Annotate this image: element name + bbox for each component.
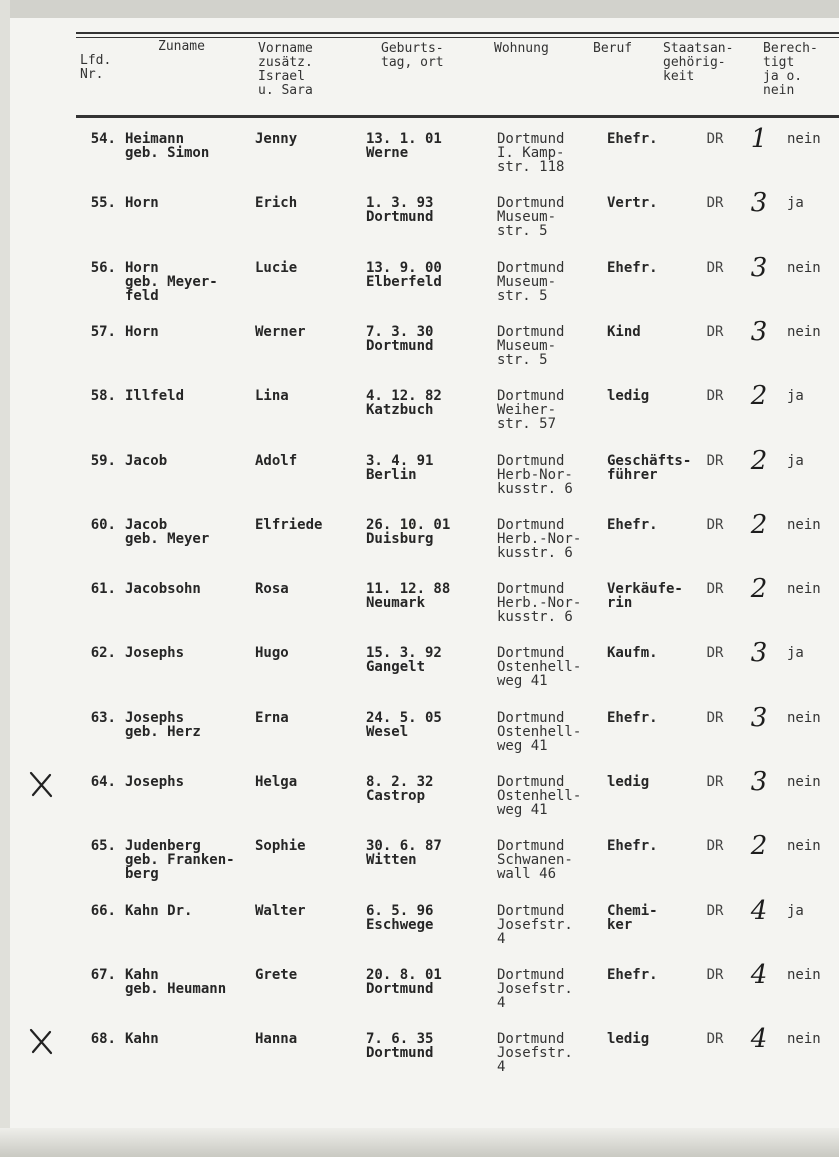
- surname-cell: Jacob geb. Meyer: [125, 517, 210, 547]
- header-beruf: Beruf: [593, 41, 633, 56]
- handwritten-group-number: 3: [750, 317, 768, 347]
- occupation-cell: Vertr.: [607, 195, 658, 211]
- firstname-cell: Jenny: [255, 131, 298, 147]
- birth-date-place-cell: 6. 5. 96 Eschwege: [366, 903, 434, 933]
- row-number: 58.: [90, 388, 116, 404]
- citizenship-cell: DR: [706, 260, 724, 276]
- address-cell: Dortmund Herb.-Nor- kusstr. 6: [497, 517, 582, 561]
- citizenship-cell: DR: [706, 388, 724, 404]
- citizenship-cell: DR: [706, 1031, 724, 1047]
- surname-cell: Horn geb. Meyer- feld: [125, 260, 218, 304]
- surname-cell: Horn: [125, 324, 159, 340]
- birth-date-place-cell: 13. 1. 01 Werne: [366, 131, 442, 161]
- firstname-cell: Walter: [255, 903, 306, 919]
- eligibility-cell: nein: [787, 260, 821, 276]
- eligibility-cell: ja: [787, 453, 804, 469]
- birth-date-place-cell: 8. 2. 32 Castrop: [366, 774, 434, 804]
- row-number: 62.: [90, 645, 116, 661]
- firstname-cell: Elfriede: [255, 517, 323, 533]
- firstname-cell: Rosa: [255, 581, 289, 597]
- eligibility-cell: nein: [787, 517, 821, 533]
- firstname-cell: Grete: [255, 967, 298, 983]
- eligibility-cell: nein: [787, 1031, 821, 1047]
- eligibility-cell: nein: [787, 967, 821, 983]
- address-cell: Dortmund Josefstr. 4: [497, 1031, 573, 1075]
- address-cell: Dortmund Josefstr. 4: [497, 967, 573, 1011]
- surname-cell: Josephs: [125, 645, 185, 661]
- occupation-cell: Ehefr.: [607, 517, 658, 533]
- table-row: [0, 960, 839, 1034]
- birth-date-place-cell: 7. 3. 30 Dortmund: [366, 324, 434, 354]
- handwritten-group-number: 4: [750, 1024, 768, 1054]
- citizenship-cell: DR: [706, 903, 724, 919]
- handwritten-group-number: 2: [750, 831, 768, 861]
- row-number: 68.: [90, 1031, 116, 1047]
- eligibility-cell: ja: [787, 195, 804, 211]
- header-berechtigt: Berech- tigt ja o. nein: [763, 41, 818, 98]
- row-number: 54.: [90, 131, 116, 147]
- address-cell: Dortmund Josefstr. 4: [497, 903, 573, 947]
- occupation-cell: Ehefr.: [607, 967, 658, 983]
- table-row: [0, 124, 839, 198]
- row-number: 55.: [90, 195, 116, 211]
- header-rule-bottom: [76, 115, 839, 118]
- scan-edge-bottom: [0, 1128, 839, 1157]
- citizenship-cell: DR: [706, 131, 724, 147]
- occupation-cell: Ehefr.: [607, 131, 658, 147]
- eligibility-cell: nein: [787, 131, 821, 147]
- citizenship-cell: DR: [706, 453, 724, 469]
- occupation-cell: Chemi- ker: [607, 903, 658, 933]
- handwritten-cross-mark-icon: [26, 769, 56, 799]
- citizenship-cell: DR: [706, 645, 724, 661]
- occupation-cell: Ehefr.: [607, 710, 658, 726]
- birth-date-place-cell: 15. 3. 92 Gangelt: [366, 645, 442, 675]
- handwritten-group-number: 3: [750, 703, 768, 733]
- citizenship-cell: DR: [706, 838, 724, 854]
- address-cell: Dortmund Herb.-Nor- kusstr. 6: [497, 581, 582, 625]
- birth-date-place-cell: 3. 4. 91 Berlin: [366, 453, 434, 483]
- header-zuname: Zuname: [158, 39, 205, 54]
- occupation-cell: Kaufm.: [607, 645, 658, 661]
- handwritten-group-number: 2: [750, 510, 768, 540]
- handwritten-group-number: 3: [750, 188, 768, 218]
- handwritten-group-number: 2: [750, 381, 768, 411]
- citizenship-cell: DR: [706, 774, 724, 790]
- table-row: [0, 767, 839, 841]
- surname-cell: Horn: [125, 195, 159, 211]
- eligibility-cell: nein: [787, 581, 821, 597]
- table-row: [0, 638, 839, 712]
- handwritten-group-number: 4: [750, 896, 768, 926]
- eligibility-cell: nein: [787, 710, 821, 726]
- header-rule-top-thin: [76, 37, 839, 38]
- handwritten-cross-mark-icon: [26, 1026, 56, 1056]
- header-vorname: Vorname zusätz. Israel u. Sara: [258, 41, 313, 98]
- table-row: [0, 1024, 839, 1098]
- citizenship-cell: DR: [706, 581, 724, 597]
- row-number: 56.: [90, 260, 116, 276]
- occupation-cell: ledig: [607, 774, 650, 790]
- occupation-cell: ledig: [607, 1031, 650, 1047]
- citizenship-cell: DR: [706, 195, 724, 211]
- eligibility-cell: ja: [787, 388, 804, 404]
- birth-date-place-cell: 20. 8. 01 Dortmund: [366, 967, 442, 997]
- occupation-cell: Geschäfts- führer: [607, 453, 692, 483]
- eligibility-cell: ja: [787, 645, 804, 661]
- row-number: 63.: [90, 710, 116, 726]
- address-cell: Dortmund Schwanen- wall 46: [497, 838, 573, 882]
- address-cell: Dortmund Herb-Nor- kusstr. 6: [497, 453, 573, 497]
- birth-date-place-cell: 24. 5. 05 Wesel: [366, 710, 442, 740]
- occupation-cell: Kind: [607, 324, 641, 340]
- table-row: [0, 253, 839, 327]
- table-row: [0, 188, 839, 262]
- address-cell: Dortmund I. Kamp- str. 118: [497, 131, 565, 175]
- eligibility-cell: nein: [787, 324, 821, 340]
- scan-edge-top: [0, 0, 839, 18]
- birth-date-place-cell: 4. 12. 82 Katzbuch: [366, 388, 442, 418]
- header-wohnung: Wohnung: [494, 41, 549, 56]
- row-number: 61.: [90, 581, 116, 597]
- row-number: 60.: [90, 517, 116, 533]
- birth-date-place-cell: 26. 10. 01 Duisburg: [366, 517, 451, 547]
- firstname-cell: Hugo: [255, 645, 289, 661]
- table-row: [0, 574, 839, 648]
- row-number: 66.: [90, 903, 116, 919]
- birth-date-place-cell: 7. 6. 35 Dortmund: [366, 1031, 434, 1061]
- firstname-cell: Hanna: [255, 1031, 298, 1047]
- surname-cell: Jacobsohn: [125, 581, 201, 597]
- header-lfd-nr: Lfd. Nr.: [80, 53, 112, 82]
- surname-cell: Jacob: [125, 453, 168, 469]
- firstname-cell: Helga: [255, 774, 298, 790]
- firstname-cell: Sophie: [255, 838, 306, 854]
- firstname-cell: Lina: [255, 388, 289, 404]
- row-number: 65.: [90, 838, 116, 854]
- firstname-cell: Lucie: [255, 260, 298, 276]
- address-cell: Dortmund Ostenhell- weg 41: [497, 774, 582, 818]
- birth-date-place-cell: 1. 3. 93 Dortmund: [366, 195, 434, 225]
- address-cell: Dortmund Ostenhell- weg 41: [497, 645, 582, 689]
- table-row: [0, 510, 839, 584]
- table-row: [0, 446, 839, 520]
- eligibility-cell: ja: [787, 903, 804, 919]
- surname-cell: Kahn Dr.: [125, 903, 193, 919]
- citizenship-cell: DR: [706, 324, 724, 340]
- handwritten-group-number: 4: [750, 960, 768, 990]
- table-row: [0, 896, 839, 970]
- table-row: [0, 703, 839, 777]
- surname-cell: Illfeld: [125, 388, 185, 404]
- row-number: 67.: [90, 967, 116, 983]
- birth-date-place-cell: 11. 12. 88 Neumark: [366, 581, 451, 611]
- row-number: 59.: [90, 453, 116, 469]
- handwritten-group-number: 2: [750, 574, 768, 604]
- firstname-cell: Werner: [255, 324, 306, 340]
- handwritten-group-number: 3: [750, 253, 768, 283]
- citizenship-cell: DR: [706, 967, 724, 983]
- eligibility-cell: nein: [787, 774, 821, 790]
- birth-date-place-cell: 13. 9. 00 Elberfeld: [366, 260, 442, 290]
- handwritten-group-number: 2: [750, 446, 768, 476]
- citizenship-cell: DR: [706, 710, 724, 726]
- occupation-cell: ledig: [607, 388, 650, 404]
- surname-cell: Kahn geb. Heumann: [125, 967, 227, 997]
- occupation-cell: Ehefr.: [607, 260, 658, 276]
- eligibility-cell: nein: [787, 838, 821, 854]
- row-number: 57.: [90, 324, 116, 340]
- firstname-cell: Erich: [255, 195, 298, 211]
- address-cell: Dortmund Weiher- str. 57: [497, 388, 565, 432]
- table-row: [0, 317, 839, 391]
- surname-cell: Josephs geb. Herz: [125, 710, 201, 740]
- header-rule-top: [76, 32, 839, 34]
- birth-date-place-cell: 30. 6. 87 Witten: [366, 838, 442, 868]
- row-number: 64.: [90, 774, 116, 790]
- table-row: [0, 381, 839, 455]
- surname-cell: Heimann geb. Simon: [125, 131, 210, 161]
- table-row: [0, 831, 839, 905]
- firstname-cell: Erna: [255, 710, 289, 726]
- citizenship-cell: DR: [706, 517, 724, 533]
- address-cell: Dortmund Museum- str. 5: [497, 260, 565, 304]
- header-geburtstag-ort: Geburts- tag, ort: [381, 41, 444, 70]
- surname-cell: Josephs: [125, 774, 185, 790]
- occupation-cell: Ehefr.: [607, 838, 658, 854]
- address-cell: Dortmund Museum- str. 5: [497, 195, 565, 239]
- surname-cell: Judenberg geb. Franken- berg: [125, 838, 235, 882]
- firstname-cell: Adolf: [255, 453, 298, 469]
- header-staatsangehoerigkeit: Staatsan- gehörig- keit: [663, 41, 734, 84]
- handwritten-group-number: 3: [750, 767, 768, 797]
- handwritten-group-number: 1: [750, 124, 768, 154]
- handwritten-group-number: 3: [750, 638, 768, 668]
- surname-cell: Kahn: [125, 1031, 159, 1047]
- occupation-cell: Verkäufe- rin: [607, 581, 683, 611]
- address-cell: Dortmund Ostenhell- weg 41: [497, 710, 582, 754]
- address-cell: Dortmund Museum- str. 5: [497, 324, 565, 368]
